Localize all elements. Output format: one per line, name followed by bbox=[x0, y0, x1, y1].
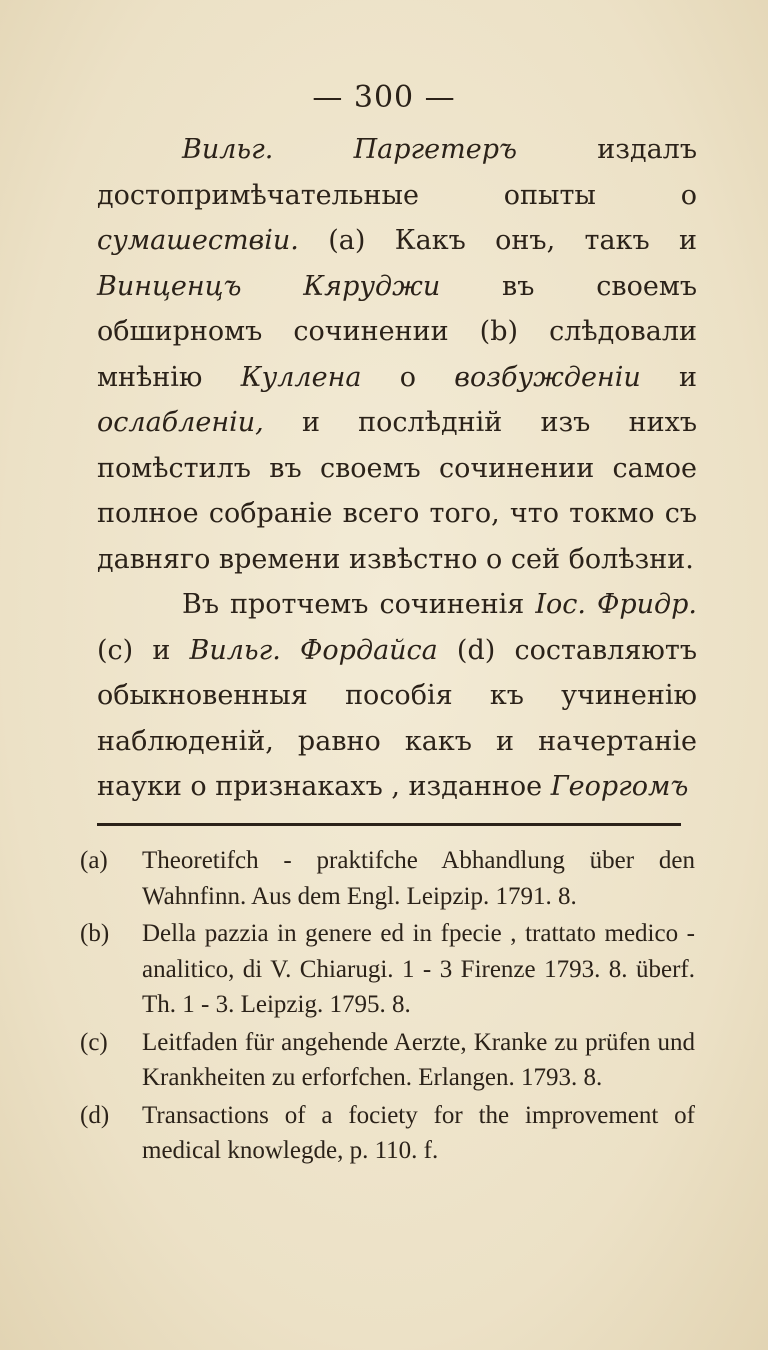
footnote-marker: (b) bbox=[80, 920, 110, 947]
footnote-marker: (d) bbox=[80, 1101, 110, 1129]
author-chiarugi: Винценцъ Кяруджи bbox=[97, 270, 441, 302]
author-georg: Георгомъ bbox=[550, 771, 689, 802]
footnote-text: Transactions of a fociety for the improvement of medical knowlegde, p. 110. f. bbox=[142, 1101, 695, 1164]
footnote-ref-b: (b) bbox=[479, 316, 519, 347]
footnote-d bbox=[80, 1098, 695, 1169]
text-run: о bbox=[361, 361, 455, 393]
footnote-marker: (c) bbox=[80, 1028, 108, 1056]
text-run: издалъ достопримѣчательные опыты о bbox=[97, 134, 698, 211]
footnote-marker: (a) bbox=[80, 847, 108, 874]
text-run: слѣдовали мнѣнію bbox=[97, 316, 697, 393]
footnote-c bbox=[80, 1025, 695, 1096]
text-run: составляютъ обыкновенныя пособія къ учиненію наблюденій, равно какъ и начертаніе науки о признакахъ , изданное bbox=[97, 634, 697, 802]
text-run: Въ протчемъ сочиненія bbox=[182, 589, 536, 620]
paragraph-1 bbox=[97, 127, 697, 582]
author-pargeter: Вильг. Паргетеръ bbox=[182, 134, 517, 165]
topic-madness: сумашествіи. bbox=[97, 225, 299, 256]
footnote-ref-a: (a) bbox=[298, 225, 395, 256]
footnote-text: Leitfaden für angehende Aerzte, Kranke zu prüfen und Krankheiten zu erforfchen. Erlangen. 1793. 8. bbox=[142, 1028, 695, 1091]
main-text bbox=[97, 127, 697, 810]
footnote-a bbox=[80, 843, 695, 914]
footnote-text: Della pazzia in genere ed in fpecie , trattato medico - analitico, di V. Chiarugi. 1 - 3 Firenze 1793. 8. überf. Th. 1 - 3. Leipzig. 1795. 8. bbox=[142, 920, 695, 1018]
text-run: и bbox=[640, 361, 697, 393]
text-run: въ своемъ обширномъ сочинении bbox=[97, 270, 697, 347]
text-run: и послѣдній изъ нихъ помѣстилъ въ своемъ сочинении самое полное собраніе всего того, что токмо съ давняго времени извѣстно о сей болѣзни. bbox=[97, 407, 697, 575]
footnote-ref-c: (c) и bbox=[97, 634, 190, 666]
footnote-divider bbox=[97, 823, 681, 826]
footnotes bbox=[80, 843, 695, 1171]
footnote-b bbox=[80, 916, 695, 1023]
footnote-ref-d: (d) bbox=[437, 634, 515, 666]
page-number: — 300 — bbox=[312, 80, 456, 115]
author-fordyce: Вильг. Фордайса bbox=[189, 634, 438, 666]
term-weakening: ослабленіи, bbox=[97, 407, 264, 438]
author-jos-fridr: Іос. Фридр. bbox=[535, 589, 698, 620]
footnote-text: Theoretifch - praktifche Abhandlung über den Wahnfinn. Aus dem Engl. Leipzip. 1791. 8. bbox=[142, 847, 695, 910]
paragraph-2 bbox=[97, 582, 697, 810]
author-cullen: Куллена bbox=[240, 361, 362, 393]
term-excitation: возбужденіи bbox=[454, 361, 641, 393]
text-run: Какъ онъ, такъ и bbox=[394, 225, 697, 256]
